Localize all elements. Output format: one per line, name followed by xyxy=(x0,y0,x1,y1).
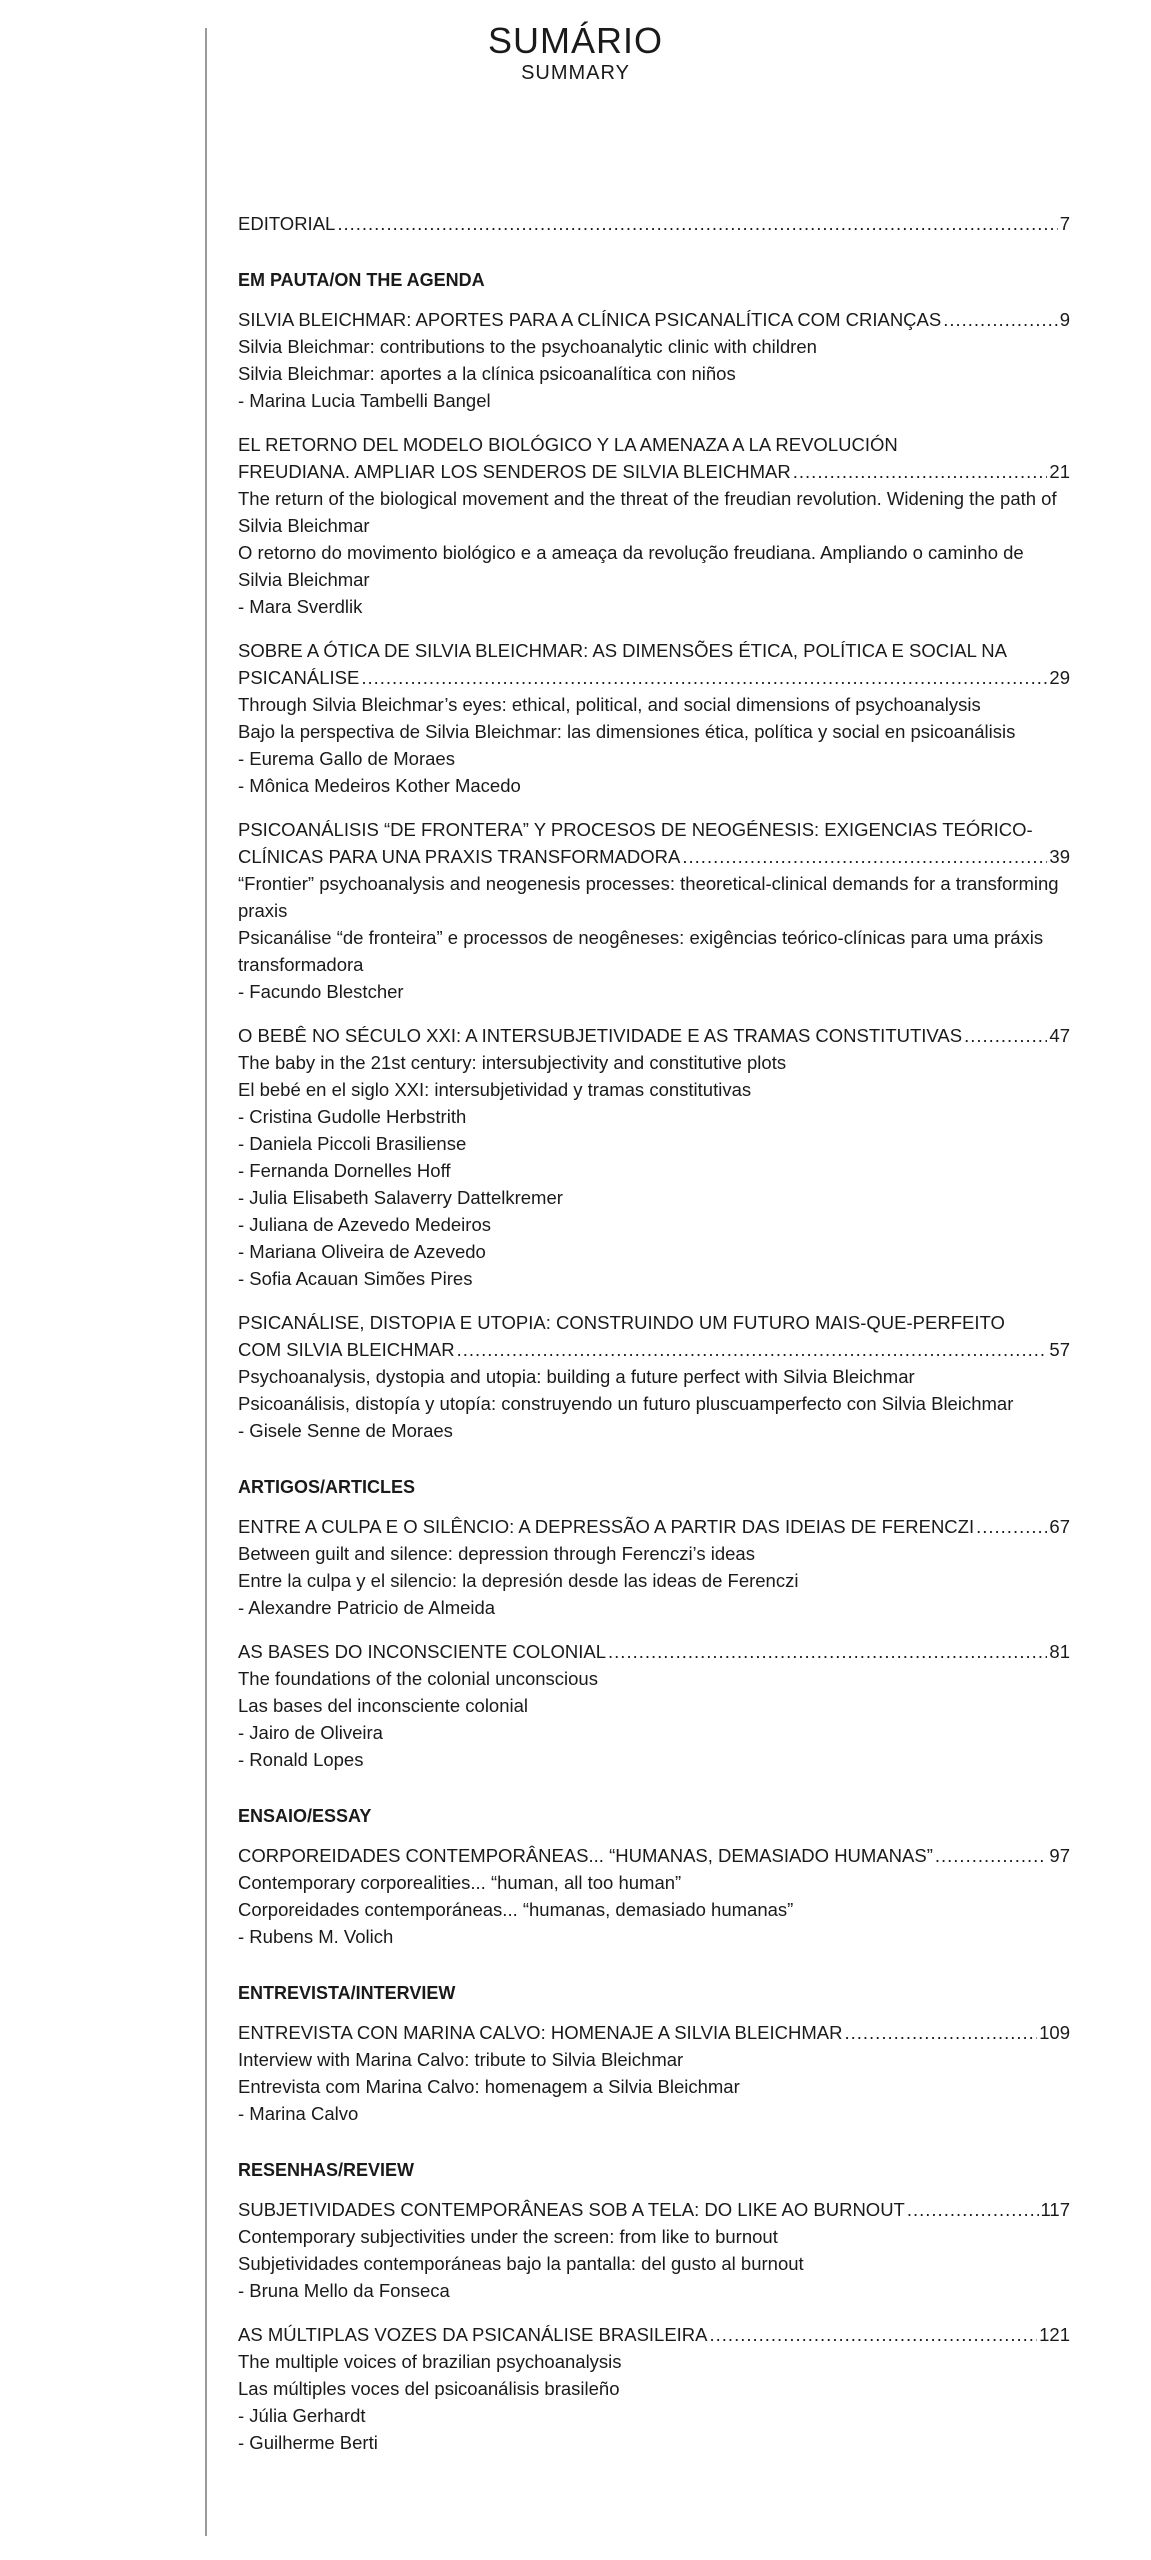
toc-entry[interactable] xyxy=(238,1513,1070,1621)
entry-title-last-line xyxy=(238,2019,1070,2046)
toc-entry[interactable] xyxy=(238,1638,1070,1773)
editorial-entry[interactable] xyxy=(238,210,1070,237)
toc-entry[interactable] xyxy=(238,2321,1070,2456)
entry-translated-title: Through Silvia Bleichmar’s eyes: ethical, political, and social dimensions of psychoanalysis xyxy=(238,694,981,715)
entry-title: AS MÚLTIPLAS VOZES DA PSICANÁLISE BRASILEIRA xyxy=(238,2324,708,2345)
dot-leader xyxy=(608,1638,1047,1665)
entry-author: - Sofia Acauan Simões Pires xyxy=(238,1268,473,1289)
section-heading: ARTIGOS/ARTICLES xyxy=(238,1477,416,1497)
entry-title-last-line xyxy=(238,843,1070,870)
page-number: 97 xyxy=(1049,1845,1070,1866)
entry-translated-title: Entrevista com Marina Calvo: homenagem a Silvia Bleichmar xyxy=(238,2076,740,2097)
entry-translated-title: Psychoanalysis, dystopia and utopia: building a future perfect with Silvia Bleichmar xyxy=(238,1366,915,1387)
toc-entry[interactable] xyxy=(238,637,1070,799)
entry-author: - Facundo Blestcher xyxy=(238,981,404,1002)
entry-author: - Gisele Senne de Moraes xyxy=(238,1420,453,1441)
entry-author: - Ronald Lopes xyxy=(238,1749,364,1770)
entry-translated-title: Silvia Bleichmar: aportes a la clínica psicoanalítica con niños xyxy=(238,363,736,384)
vertical-rule xyxy=(205,28,207,2536)
entry-title-last-line xyxy=(238,1842,1070,1869)
entry-title: ENTREVISTA CON MARINA CALVO: HOMENAJE A SILVIA BLEICHMAR xyxy=(238,2022,843,2043)
page-number: 57 xyxy=(1049,1339,1070,1360)
entry-title-last-line xyxy=(238,1638,1070,1665)
entry-title-line: SOBRE A ÓTICA DE SILVIA BLEICHMAR: AS DIMENSÕES ÉTICA, POLÍTICA E SOCIAL NA xyxy=(238,640,1008,661)
entry-title: SILVIA BLEICHMAR: APORTES PARA A CLÍNICA PSICANALÍTICA COM CRIANÇAS xyxy=(238,309,942,330)
entry-title: O BEBÊ NO SÉCULO XXI: A INTERSUBJETIVIDADE E AS TRAMAS CONSTITUTIVAS xyxy=(238,1025,963,1046)
entry-translated-title: Psicoanálisis, distopía y utopía: construyendo un futuro pluscuamperfecto con Silvia Bleichmar xyxy=(238,1393,1014,1414)
entry-title: PSICANÁLISE xyxy=(238,667,360,688)
entry-translated-title: “Frontier” psychoanalysis and neogenesis processes: theoretical-clinical demands for a transforming praxis xyxy=(238,873,1059,921)
entry-author: - Daniela Piccoli Brasiliense xyxy=(238,1133,467,1154)
entry-title-last-line xyxy=(238,1513,1070,1540)
entry-translated-title: Psicanálise “de fronteira” e processos de neogêneses: exigências teórico-clínicas para uma práxis transformadora xyxy=(238,927,1044,975)
page-subtitle: SUMMARY xyxy=(521,62,630,84)
dot-leader xyxy=(361,664,1047,691)
page-number: 81 xyxy=(1049,1641,1070,1662)
dot-leader xyxy=(935,1842,1048,1869)
entry-translated-title: Contemporary corporealities... “human, all too human” xyxy=(238,1872,682,1893)
page-number: 7 xyxy=(1059,213,1070,234)
entry-title: CORPOREIDADES CONTEMPORÂNEAS... “HUMANAS, DEMASIADO HUMANAS” xyxy=(238,1845,933,1866)
entry-title-last-line xyxy=(238,664,1070,691)
entry-title-last-line xyxy=(238,1336,1070,1363)
entry-translated-title: Las bases del inconsciente colonial xyxy=(238,1695,529,1716)
dot-leader xyxy=(844,2019,1037,2046)
table-of-contents xyxy=(238,210,1070,2473)
toc-entry[interactable] xyxy=(238,1842,1070,1950)
entry-author: - Juliana de Azevedo Medeiros xyxy=(238,1214,491,1235)
entry-title-last-line xyxy=(238,306,1070,333)
toc-entry[interactable] xyxy=(238,2019,1070,2127)
entry-author: - Marina Lucia Tambelli Bangel xyxy=(238,390,491,411)
entry-title: CLÍNICAS PARA UNA PRAXIS TRANSFORMADORA xyxy=(238,846,681,867)
entry-translated-title: Subjetividades contemporáneas bajo la pantalla: del gusto al burnout xyxy=(238,2253,804,2274)
entry-title-last-line xyxy=(238,1022,1070,1049)
entry-author: - Rubens M. Volich xyxy=(238,1926,394,1947)
entry-translated-title: The return of the biological movement and the threat of the freudian revolution. Widening the path of Silvia Bleichmar xyxy=(238,488,1057,536)
entry-author: - Julia Elisabeth Salaverry Dattelkremer xyxy=(238,1187,563,1208)
dot-leader xyxy=(793,458,1048,485)
entry-author: - Mariana Oliveira de Azevedo xyxy=(238,1241,486,1262)
dot-leader xyxy=(976,1513,1047,1540)
dot-leader xyxy=(907,2196,1039,2223)
page-number: 29 xyxy=(1049,667,1070,688)
section-heading: EM PAUTA/ON THE AGENDA xyxy=(238,270,485,290)
dot-leader xyxy=(964,1022,1047,1049)
entry-author: - Bruna Mello da Fonseca xyxy=(238,2280,450,2301)
dot-leader xyxy=(682,843,1047,870)
entry-translated-title: The baby in the 21st century: intersubjectivity and constitutive plots xyxy=(238,1052,787,1073)
dot-leader xyxy=(457,1336,1048,1363)
entry-author: - Mônica Medeiros Kother Macedo xyxy=(238,775,521,796)
entry-translated-title: Corporeidades contemporáneas... “humanas, demasiado humanas” xyxy=(238,1899,794,1920)
section-heading: ENSAIO/ESSAY xyxy=(238,1806,372,1826)
entry-title-line: PSICANÁLISE, DISTOPIA E UTOPIA: CONSTRUINDO UM FUTURO MAIS-QUE-PERFEITO xyxy=(238,1312,1005,1333)
entry-author: - Guilherme Berti xyxy=(238,2432,378,2453)
section-heading: ENTREVISTA/INTERVIEW xyxy=(238,1983,456,2003)
toc-entry[interactable] xyxy=(238,1022,1070,1292)
entry-title: SUBJETIVIDADES CONTEMPORÂNEAS SOB A TELA: DO LIKE AO BURNOUT xyxy=(238,2199,905,2220)
toc-entry[interactable] xyxy=(238,816,1070,1005)
entry-translated-title: Contemporary subjectivities under the screen: from like to burnout xyxy=(238,2226,778,2247)
entry-title: COM SILVIA BLEICHMAR xyxy=(238,1339,455,1360)
entry-title: ENTRE A CULPA E O SILÊNCIO: A DEPRESSÃO A PARTIR DAS IDEIAS DE FERENCZI xyxy=(238,1516,975,1537)
entry-translated-title: The foundations of the colonial unconscious xyxy=(238,1668,598,1689)
page-number: 21 xyxy=(1049,461,1070,482)
entry-translated-title: Silvia Bleichmar: contributions to the psychoanalytic clinic with children xyxy=(238,336,817,357)
page-number: 39 xyxy=(1049,846,1070,867)
page-number: 109 xyxy=(1039,2022,1070,2043)
entry-author: - Jairo de Oliveira xyxy=(238,1722,383,1743)
page-number: 67 xyxy=(1049,1516,1070,1537)
page-number: 121 xyxy=(1039,2324,1070,2345)
toc-entry[interactable] xyxy=(238,431,1070,620)
entry-author: - Marina Calvo xyxy=(238,2103,359,2124)
entry-translated-title: Entre la culpa y el silencio: la depresión desde las ideas de Ferenczi xyxy=(238,1570,799,1591)
entry-title-last-line xyxy=(238,458,1070,485)
page-number: 9 xyxy=(1059,309,1070,330)
entry-translated-title: Interview with Marina Calvo: tribute to Silvia Bleichmar xyxy=(238,2049,684,2070)
entry-translated-title: El bebé en el siglo XXI: intersubjetividad y tramas constitutivas xyxy=(238,1079,752,1100)
entry-author: - Mara Sverdlik xyxy=(238,596,363,617)
page-title: SUMÁRIO xyxy=(487,20,663,61)
entry-title-last-line xyxy=(238,2321,1070,2348)
entry-author: - Júlia Gerhardt xyxy=(238,2405,366,2426)
dot-leader xyxy=(337,210,1057,237)
entry-title: AS BASES DO INCONSCIENTE COLONIAL xyxy=(238,1641,607,1662)
entry-translated-title: O retorno do movimento biológico e a ameaça da revolução freudiana. Ampliando o caminho de Silvia Bleichmar xyxy=(238,542,1024,590)
entry-title-line: EL RETORNO DEL MODELO BIOLÓGICO Y LA AMENAZA A LA REVOLUCIÓN xyxy=(238,434,898,455)
section-heading: RESENHAS/REVIEW xyxy=(238,2160,415,2180)
entry-translated-title: Bajo la perspectiva de Silvia Bleichmar: las dimensiones ética, política y social en psicoanálisis xyxy=(238,721,1016,742)
entry-author: - Alexandre Patricio de Almeida xyxy=(238,1597,496,1618)
toc-entry[interactable] xyxy=(238,2196,1070,2304)
entry-author: - Eurema Gallo de Moraes xyxy=(238,748,455,769)
entry-translated-title: Las múltiples voces del psicoanálisis brasileño xyxy=(238,2378,620,2399)
page-number: 117 xyxy=(1040,2199,1070,2220)
page-number: 47 xyxy=(1049,1025,1070,1046)
toc-entry[interactable] xyxy=(238,306,1070,414)
entry-title-line: PSICOANÁLISIS “DE FRONTERA” Y PROCESOS DE NEOGÉNESIS: EXIGENCIAS TEÓRICO- xyxy=(238,819,1033,840)
editorial-label: EDITORIAL xyxy=(238,213,336,234)
entry-title: FREUDIANA. AMPLIAR LOS SENDEROS DE SILVIA BLEICHMAR xyxy=(238,461,791,482)
entry-author: - Cristina Gudolle Herbstrith xyxy=(238,1106,467,1127)
entry-title-last-line xyxy=(238,2196,1070,2223)
entry-author: - Fernanda Dornelles Hoff xyxy=(238,1160,451,1181)
dot-leader xyxy=(943,306,1057,333)
entry-translated-title: Between guilt and silence: depression through Ferenczi’s ideas xyxy=(238,1543,755,1564)
toc-entry[interactable] xyxy=(238,1309,1070,1444)
dot-leader xyxy=(710,2321,1038,2348)
entry-translated-title: The multiple voices of brazilian psychoanalysis xyxy=(238,2351,622,2372)
